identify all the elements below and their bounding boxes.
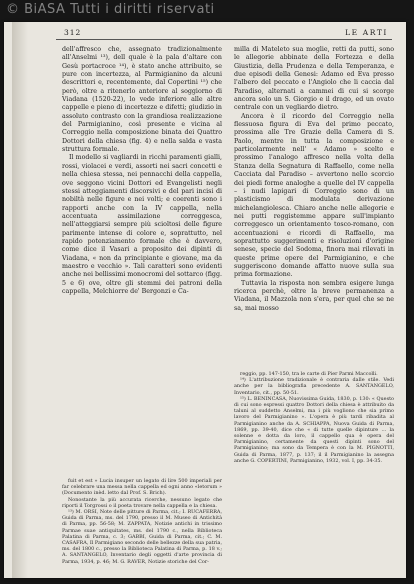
right-footnotes <box>234 371 394 464</box>
page-number: 312 <box>64 28 82 37</box>
paragraph: Tuttavia la risposta non sembra esigere lunga ricerca perchè, oltre la breve permanenza a Viadana, il Mazzola non s'era, per quel che se ne sa, mai mosso <box>234 279 394 312</box>
right-column <box>234 46 394 464</box>
document-page <box>4 22 406 578</box>
left-footnotes <box>62 478 222 565</box>
running-title: LE ARTI <box>345 28 388 37</box>
watermark: © BiASA Tutti i diritti riservati <box>6 2 215 17</box>
left-body-text <box>62 46 222 474</box>
page-binding-shadow <box>12 22 28 578</box>
left-column <box>62 46 222 565</box>
paragraph: dell'affresco che, assegnato tradizionalmente all'Anselmi ¹³), dell quale è la pala d'altare con Gesù portacroce ¹⁴), è stato anche attribuito, se pure con incertezza, al Parmigianino da alcuni descrittori e, recentemente, dal Copertini ¹⁵) che però, oltre a ritenerlo anteriore al soggiorno di Viadana (1520-22), lo vede inferiore alle altre cappelle e pieno di incertezze e difetti; giudizio in assoluto contrasto con la grandiosa realizzazione del Parmigianino, così presente e vicina al Correggio nella composizione binata dei Quattro Dottori della chiesa (fig. 4) e nella salda e vasta struttura formale. <box>62 46 222 154</box>
footnote: ¹⁵) L. BENINCASA, Nuovissima Guida, 1830, p. 130: « Questo di cui sono espressi quattro Dottori della chiesa è attribuito da taluni al suddetto Anselmi, ma i più vogliono che sia primo lavoro del Parmigianino ». L'opera è più tardi ribadita al Parmigianino anche da A. SCHIAPPA, Nuova Guida di Parma, 1869, pp. 39-40, dice che « di tutte quelle dipinture ... la solenne e dotta da loro, il cappello qua è opera del Parmigianino, certamente da questi dipinti sono del Parmigianino; ma sono da Tempera è con la M. PIGNOTTI, Guida di Parma, 1877, p. 137; il il Parmigianino la assegna anche G. COPERTINI, Parmigianino, 1932, vol. I, pp. 34-35. <box>234 395 394 464</box>
header-rule <box>56 39 392 40</box>
footnote: Nonostante la più accurata ricerche, nessuno legato che riporti il Torgrossi o il poeta trovare nella cappella e la chiesa. <box>62 496 222 509</box>
paragraph: Il modello si vagliardi in ricchi paramenti gialli, rossi, violacei e verdi, assorti nei sacri concetti e nella chiesa stessa, nei pennacchi della cappella, ove seggono vicini Dottori ed Evangelisti negli stessi atteggiamenti discorsivi e del pari incisi di nobiltà nelle figure e nei volti; e coerenti sono i rapporti anche con la IV cappella, nella accentuata assimilazione correggesca, nell'atteggiarsi sempre più scioltosi delle figure parimente intense di colore e, soprattutto, nel rapido potenziamento formale che è davvero, come dice il Vasari a proposito dei dipinti di Viadana, « non da principiante e giovane, ma da maestro e vecchio ». Tali caratteri sono evidenti anche nei bellissimi monocromi del sottarco (figg. 5 e 6) ove, oltre gli stemmi dei patroni della cappella, Melchiorre de' Bergonzi e Ca- <box>62 154 222 295</box>
footnote: reggio, pp. 147-150, tra le carte di Pier Parmi Maccolli. <box>240 371 378 377</box>
paragraph: Ancora è il ricordo del Correggio nella flessuosa figura di Eva del primo peccato, prossima alle Tre Grazie della Camera di S. Paolo, mentre in tutta la composizione e particolarmente nell' « Adamo » scelto e prossimo l'analogo affresco nella volta della Stanza della Segnatura di Raffaello, come nella Cacciata dal Paradiso – avvertono nello scorcio dei piedi forme analoghe a quelle del IV cappella – i nudi lapigari di Correggio sono di un plasticismo di modulata derivazione michelangiolesca. Chiaro anche nelle allegorie e nei putti reggistemme appare sull'impianto correggesco un orientamento tosco-romano, con accentuazioni e ricordi di Raffaello, ma soprattutto suggerimenti e risoluzioni d'origine senese, specie del Sodoma, finora mai rilevati in queste prime opere del Parmigianino, e che suggeriscono domande affatto nuove sulla sua prima formazione. <box>234 112 394 279</box>
footnote: ¹⁴) L'attribuzione tradizionale è contraria dalle stile. Vedi anche per la bibliografia precedente A. SANTANGELO, Inventario, cit., pp. 50-51. <box>234 377 394 396</box>
footnote: fuit et est » Lucia insuper un legato di lire 500 imperiali per far celebrare una messa nella cappella ed ogni anno «letorum » (Documento inèd. letto dal Prof. S. Brich). <box>62 478 222 497</box>
footnote: ¹³) M. ORSI, Note delle pitture di Parma, cit.; I. RUCAFERRA, Guida di Parma, ms. del 1790, presso il M. Museo di Antichità di Parma, pp. 56-58; M. ZAPPATA, Notizie antichi in trissimo Parmae suae antiquitates, ms. del 1790 c., nella Biblioteca Palatina di Parma, c. 3; GABBI, Guida di Parma, cit.; C. M. CASAFRA, Il Parmigiano secondo delle bellezze della sua patria, ms. del 1800 c., presso la Biblioteca Palatina di Parma, p. 18 v.; A. SANTANGELO, Inventario degli oggetti d'arte provincia di Parma, 1934, p. 46; M. G. RAVER, Notizie storiche del Cor- <box>62 509 222 565</box>
right-body-text <box>234 46 394 367</box>
paragraph: milla di Mateleto sua moglie, retti da putti, sono le allegorie abbinate della Fortezza e della Giustizia, della Prudenza e della Temperanza, e due episodi della Genesi: Adamo ed Eva presso l'albero del peccato e l'Angiolo che li caccia dal Paradiso, alternati a cammei di cui si scorge ancora solo un S. Giorgio e il drago, ed un ovato centrale con un vegliardo dietro. <box>234 46 394 112</box>
